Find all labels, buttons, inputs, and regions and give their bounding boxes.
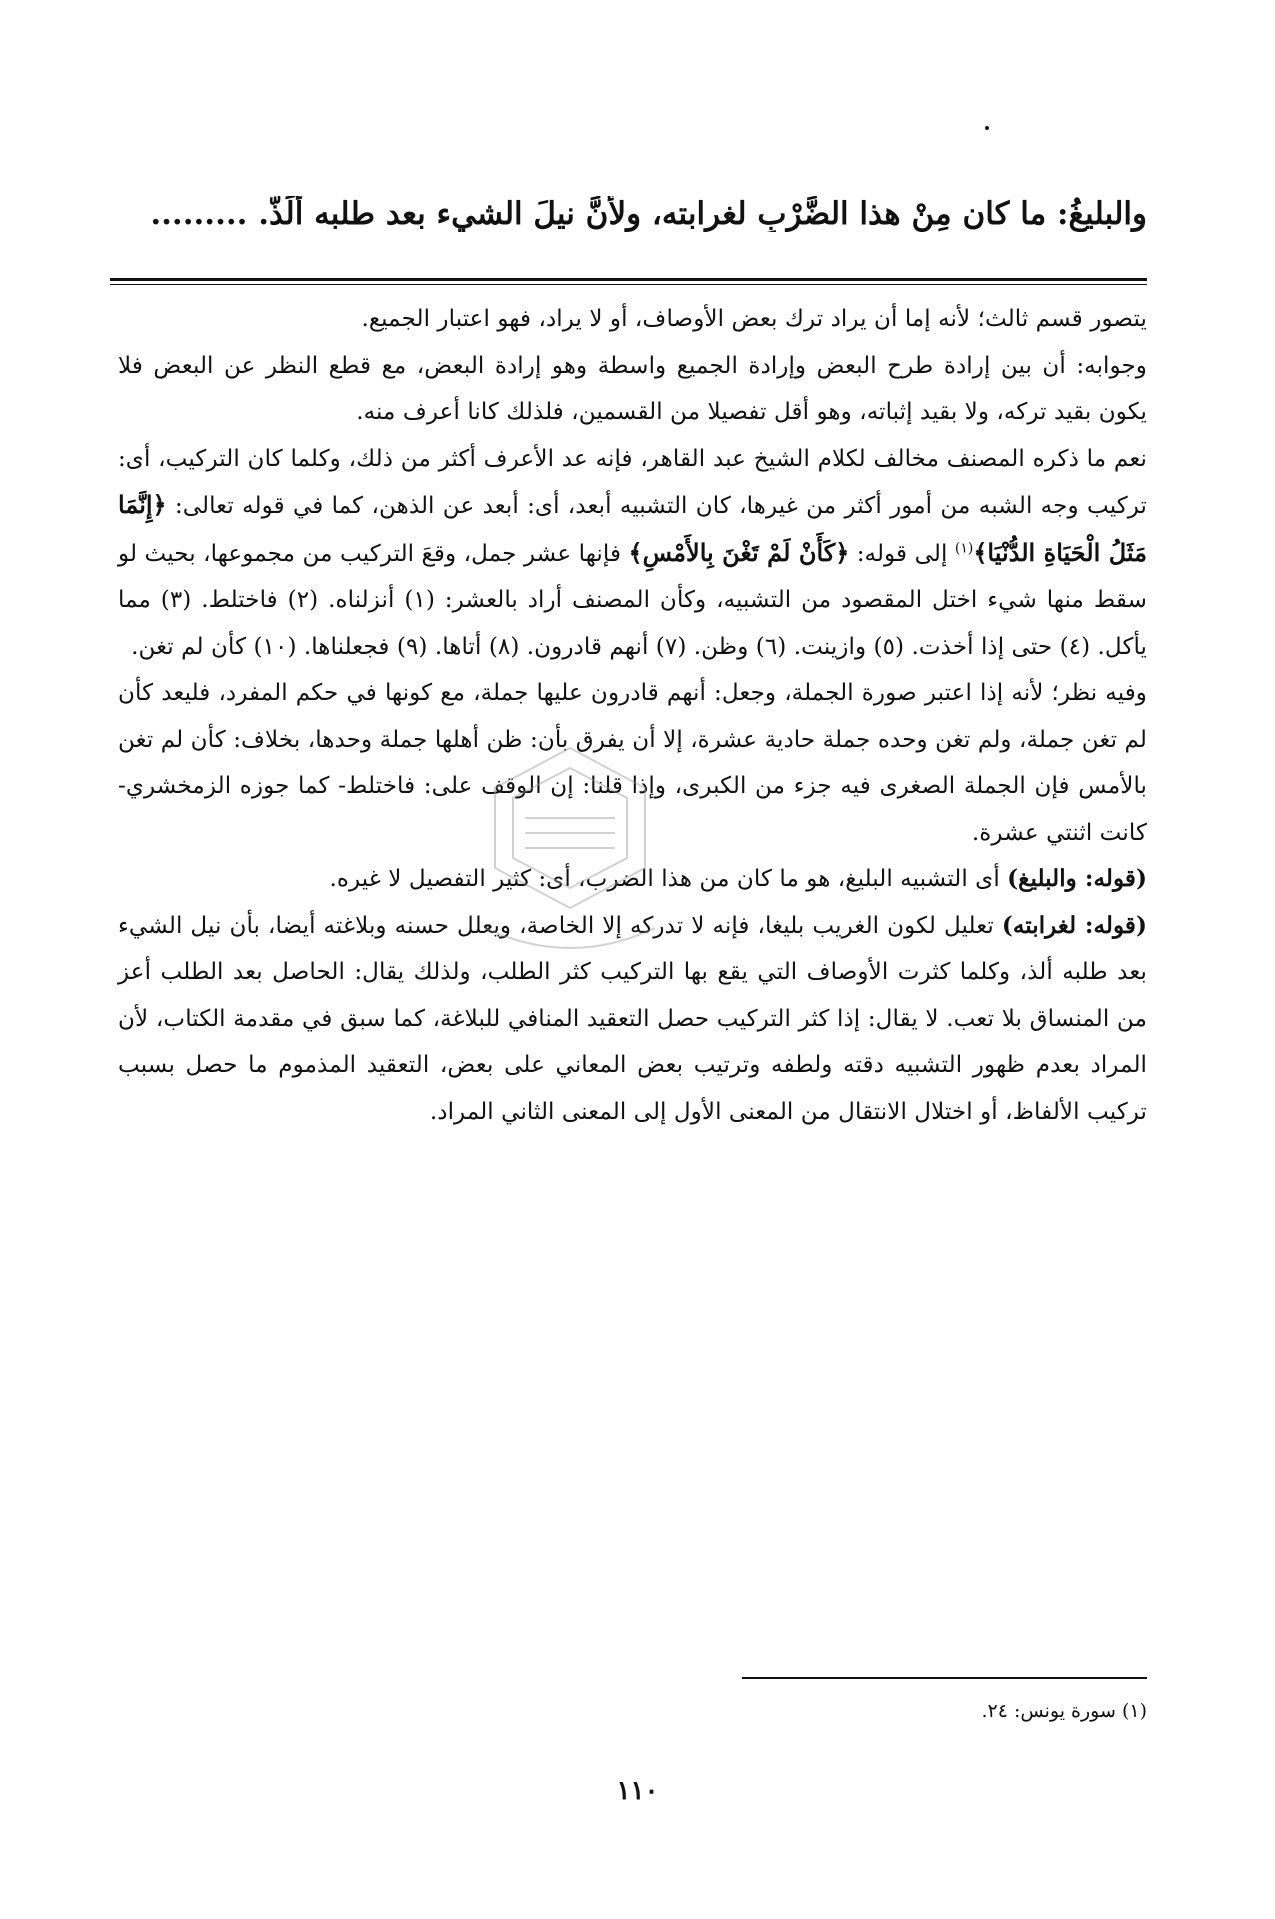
quran-verse-1: ﴿إِنَّمَا مَثَلُ الْحَيَاةِ الدُّنْيَا﴾ xyxy=(118,490,1147,567)
footnote-ref: (١) xyxy=(954,539,974,556)
paragraph-3-between: إلى قوله: xyxy=(849,539,955,567)
header-rule-thick xyxy=(110,278,1147,281)
paragraph-3-rest: فإنها عشر جمل، وقعَ التركيب من مجموعها، بحيث لو سقط منها شيء اختل المقصود من التشبيه، وكأن المصنف أراد بالعشر: (١) أنزلناه. (٢) فاختلط. (٣) مما يأكل. (٤) حتى إذا أخذت. (٥) وازينت. (٦) وظن. (٧) أنهم قادرون. (٨) أتاها. (٩) فجعلناها. (١٠) كأن لم تغن. xyxy=(118,539,1148,660)
paragraph-3-intro: نعم ما ذكره المصنف مخالف لكلام الشيخ عبد القاهر، فإنه عد الأعرف أكثر من ذلك، وكلما كان التركيب، أى: تركيب وجه الشبه من أمور أكثر من غيرها، كان التشبيه أبعد، أى: أبعد عن الذهن، كما في قوله تعالى: xyxy=(118,444,1147,519)
matn-header: والبليغُ: ما كان مِنْ هذا الضَّرْبِ لغرابته، ولأنَّ نيلَ الشيء بعد طلبه ألَذُّ. ......... xyxy=(150,196,1147,232)
paragraph-6-label: (قوله: لغرابته) xyxy=(1001,911,1147,939)
library-stamp-icon xyxy=(445,728,695,978)
paragraph-2: وجوابه: أن بين إرادة طرح البعض وإرادة الجميع واسطة وهو إرادة البعض، مع قطع النظر عن البعض فلا يكون بقيد تركه، ولا بقيد إثباته، وهو أقل تفصيلا من القسمين، فلذلك كانا أعرف منه. xyxy=(118,351,1147,425)
paragraph-5-label: (قوله: والبليغ) xyxy=(1007,865,1147,892)
top-mark xyxy=(985,126,989,130)
commentary-body xyxy=(118,296,1147,1135)
paragraph-5-text: أى التشبيه البليغ، هو ما كان من هذا الضرب، أى: كثير التفصيل لا غيره. xyxy=(329,865,1008,892)
footnote: (١) سورة يونس: ٢٤. xyxy=(981,1700,1147,1722)
footnote-rule xyxy=(742,1677,1147,1679)
paragraph-1: يتصور قسم ثالث؛ لأنه إما أن يراد ترك بعض الأوصاف، أو لا يراد، فهو اعتبار الجميع. xyxy=(361,305,1147,332)
page-number: ١١٠ xyxy=(616,1776,659,1806)
quran-verse-2: ﴿كَأَنْ لَمْ تَغْنَ بِالأَمْسِ﴾ xyxy=(628,537,850,567)
paragraph-4: وفيه نظر؛ لأنه إذا اعتبر صورة الجملة، وجعل: أنهم قادرون عليها جملة، مع كونها في حكم المفرد، فليعد كأن لم تغن جملة، ولم تغن وحده جملة حادية عشرة، إلا أن يفرق بأن: ظن أهلها جملة وحدها، بخلاف: كأن لم تغن بالأمس فإن الجملة الصغرى فيه جزء من الكبرى، وإذا قلنا: إن الوقف على: فاختلط- كما جوزه الزمخشري- كانت اثنتي عشرة. xyxy=(118,679,1147,846)
header-rule-thin xyxy=(110,284,1147,285)
paragraph-6-text: تعليل لكون الغريب بليغا، فإنه لا تدركه إلا الخاصة، ويعلل حسنه وبلاغته أيضا، بأن نيل الشيء بعد طلبه ألذ، وكلما كثرت الأوصاف التي يقع بها التركيب كثر الطلب، ولذلك يقال: الحاصل بعد الطلب أعز من المنساق بلا تعب. لا يقال: إذا كثر التركيب حصل التعقيد المنافي للبلاغة، كما سبق في مقدمة الكتاب، لأن المراد بعدم ظهور التشبيه دقته ولطفه وترتيب بعض المعاني على بعض، التعقيد المذموم ما حصل بسبب تركيب الألفاظ، أو اختلال الانتقال من المعنى الأول إلى المعنى الثاني المراد. xyxy=(118,911,1147,1125)
paragraph-3 xyxy=(118,436,1147,671)
